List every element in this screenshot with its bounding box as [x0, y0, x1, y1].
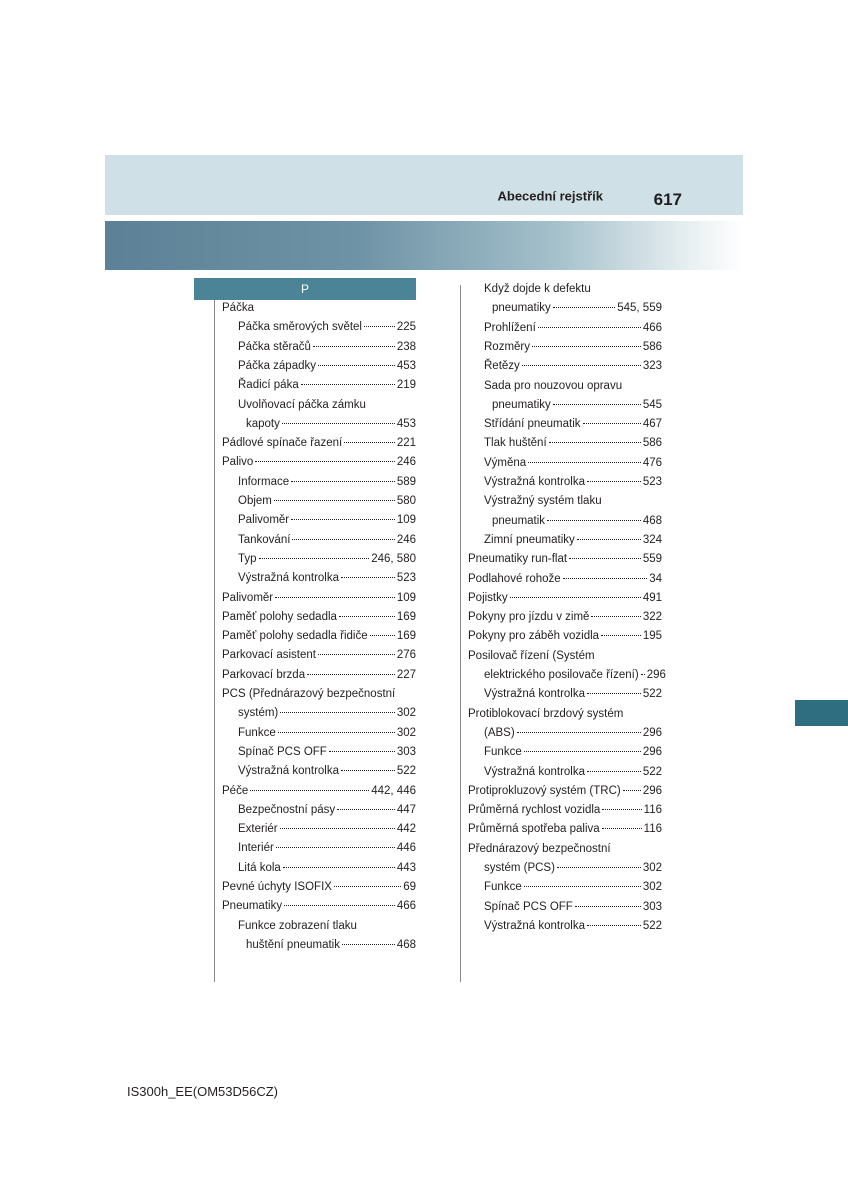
dot-leader	[623, 790, 641, 791]
entry-page-ref: 324	[642, 533, 662, 546]
index-entry	[484, 879, 662, 895]
dot-leader	[602, 809, 641, 810]
index-entry	[222, 686, 416, 702]
dot-leader	[587, 693, 641, 694]
entry-text: Palivoměr	[238, 514, 290, 527]
dot-leader	[591, 616, 640, 617]
entry-text: Parkovací brzda	[222, 668, 306, 681]
index-entry	[468, 802, 662, 818]
index-entry	[246, 416, 416, 432]
entry-page-ref: 276	[396, 649, 416, 662]
entry-text: Protiblokovací brzdový systém	[468, 707, 624, 720]
entry-page-ref: 491	[642, 591, 662, 604]
entry-text: Funkce	[484, 881, 522, 894]
dot-leader	[339, 616, 395, 617]
index-entry	[484, 358, 662, 374]
dot-leader	[341, 577, 395, 578]
dot-leader	[274, 500, 395, 501]
index-entry	[468, 706, 662, 722]
index-entry	[484, 474, 662, 490]
entry-text: Výměna	[484, 456, 527, 469]
index-entry	[238, 840, 416, 856]
entry-page-ref: 442	[396, 823, 416, 836]
dot-leader	[313, 346, 395, 347]
dot-leader	[318, 365, 395, 366]
index-entry	[468, 590, 662, 606]
entry-text: Podlahové rohože	[468, 572, 561, 585]
entry-text: Palivo	[222, 456, 254, 469]
entry-page-ref: 195	[642, 630, 662, 643]
dot-leader	[250, 790, 369, 791]
entry-page-ref: 219	[396, 379, 416, 392]
header-bar	[105, 155, 743, 215]
entry-text: kapoty	[246, 417, 280, 430]
entry-text: Řadicí páka	[238, 379, 299, 392]
dot-leader	[549, 442, 641, 443]
entry-page-ref: 442, 446	[371, 784, 416, 797]
entry-text: Výstražná kontrolka	[484, 919, 585, 932]
dot-leader	[587, 481, 641, 482]
entry-page-ref: 522	[396, 765, 416, 778]
entry-page-ref: 302	[642, 881, 662, 894]
index-entry	[484, 899, 662, 915]
index-entry	[238, 570, 416, 586]
entry-page-ref: 296	[642, 726, 662, 739]
dot-leader	[318, 654, 395, 655]
entry-text: Palivoměr	[222, 591, 274, 604]
dot-leader	[569, 558, 641, 559]
dot-leader	[329, 751, 395, 752]
index-entry	[484, 339, 662, 355]
entry-text: pneumatiky	[492, 398, 551, 411]
index-entry	[222, 300, 416, 316]
entry-text: systém)	[238, 707, 279, 720]
entry-page-ref: 296	[646, 669, 666, 681]
entry-text: Řetězy	[484, 360, 520, 373]
entry-page-ref: 169	[396, 630, 416, 643]
index-column-right	[468, 281, 666, 941]
entry-text: pneumatiky	[492, 302, 551, 315]
entry-text: (ABS)	[484, 726, 515, 739]
entry-text: Péče	[222, 784, 249, 797]
entry-text: Výstražná kontrolka	[238, 765, 339, 778]
index-entry	[238, 725, 416, 741]
entry-text: Páčka	[222, 302, 254, 314]
entry-page-ref: 522	[642, 765, 662, 778]
index-entry	[468, 648, 662, 664]
dot-leader	[522, 365, 641, 366]
entry-page-ref: 303	[396, 745, 416, 758]
dot-leader	[307, 674, 395, 675]
entry-page-ref: 69	[403, 881, 416, 893]
entry-text: Funkce	[238, 726, 276, 739]
dot-leader	[538, 327, 641, 328]
entry-text: Střídání pneumatik	[484, 418, 581, 431]
index-entry	[484, 918, 662, 934]
entry-text: pneumatik	[492, 514, 546, 527]
dot-leader	[278, 732, 395, 733]
entry-text: Výstražná kontrolka	[484, 688, 585, 701]
index-entry	[484, 744, 662, 760]
entry-page-ref: 466	[396, 900, 416, 913]
dot-leader	[282, 423, 395, 424]
entry-text: Výstražná kontrolka	[484, 476, 585, 488]
index-entry	[222, 783, 416, 799]
entry-text: Interiér	[238, 842, 274, 855]
entry-page-ref: 523	[642, 476, 662, 488]
index-entry	[484, 320, 662, 336]
index-entry	[238, 319, 416, 335]
dot-leader	[587, 771, 641, 772]
entry-text: Exteriér	[238, 823, 278, 836]
entry-text: Bezpečnostní pásy	[238, 803, 336, 816]
index-entry	[484, 725, 662, 741]
index-entry	[468, 609, 662, 625]
entry-page-ref: 468	[396, 938, 416, 951]
left-column-divider	[214, 300, 215, 982]
index-entry	[238, 918, 416, 934]
entry-page-ref: 476	[642, 456, 662, 469]
entry-text: Parkovací asistent	[222, 649, 316, 662]
entry-text: Pokyny pro jízdu v zimě	[468, 611, 590, 624]
index-entry	[492, 513, 662, 529]
entry-text: Výstražný systém tlaku	[484, 495, 602, 508]
index-entry	[238, 339, 416, 355]
entry-text: Protiprokluzový systém (TRC)	[468, 784, 621, 797]
entry-page-ref: 589	[396, 475, 416, 488]
dot-leader	[577, 539, 641, 540]
dot-leader	[275, 597, 395, 598]
entry-page-ref: 468	[642, 514, 662, 527]
dot-leader	[547, 520, 641, 521]
entry-text: Pojistky	[468, 591, 508, 604]
entry-page-ref: 302	[396, 726, 416, 739]
entry-text: Prohlížení	[484, 321, 536, 334]
dot-leader	[292, 539, 394, 540]
entry-text: Funkce zobrazení tlaku	[238, 919, 357, 932]
index-entry	[492, 397, 662, 413]
index-entry	[484, 860, 662, 876]
entry-page-ref: 545	[642, 398, 662, 411]
entry-text: systém (PCS)	[484, 862, 555, 874]
entry-text: Páčka stěračů	[238, 340, 311, 353]
index-entry	[222, 647, 416, 663]
index-entry	[238, 397, 416, 413]
entry-page-ref: 302	[642, 862, 662, 874]
entry-text: Pokyny pro záběh vozidla	[468, 630, 600, 643]
index-entry	[468, 551, 662, 567]
header-gradient-band	[105, 221, 743, 270]
entry-page-ref: 246	[396, 456, 416, 469]
entry-text: Tlak huštění	[484, 437, 547, 450]
dot-leader	[334, 886, 401, 887]
dot-leader	[553, 404, 641, 405]
index-entry	[484, 378, 662, 394]
index-entry	[484, 764, 662, 780]
index-entry	[484, 455, 662, 471]
dot-leader	[255, 461, 394, 462]
entry-page-ref: 225	[396, 321, 416, 334]
dot-leader	[553, 307, 615, 308]
entry-text: Rozměry	[484, 340, 531, 353]
index-column-left	[222, 300, 416, 960]
entry-page-ref: 453	[396, 417, 416, 430]
entry-text: Tankování	[238, 533, 291, 546]
section-tab	[795, 700, 848, 726]
index-entry	[468, 628, 662, 644]
section-letter-header: P	[194, 278, 416, 300]
entry-page-ref: 303	[642, 900, 662, 913]
dot-leader	[342, 944, 395, 945]
index-entry	[484, 435, 662, 451]
page-number: 617	[653, 190, 682, 209]
entry-text: Když dojde k defektu	[484, 283, 591, 295]
entry-text: Pevné úchyty ISOFIX	[222, 881, 332, 893]
index-entry	[238, 474, 416, 490]
index-entry	[468, 841, 662, 857]
entry-page-ref: 116	[643, 823, 662, 836]
index-entry	[222, 879, 416, 895]
entry-text: Objem	[238, 495, 272, 507]
entry-page-ref: 467	[642, 418, 662, 431]
entry-page-ref: 559	[642, 553, 662, 566]
index-entry	[238, 705, 416, 721]
index-entry	[222, 628, 416, 644]
entry-text: Typ	[238, 552, 257, 565]
index-entry	[238, 377, 416, 393]
index-entry	[222, 609, 416, 625]
entry-page-ref: 322	[642, 611, 662, 624]
dot-leader	[280, 712, 395, 713]
entry-page-ref: 545, 559	[617, 302, 662, 315]
index-entry	[222, 435, 416, 451]
index-entry	[238, 532, 416, 548]
entry-text: PCS (Přednárazový bezpečnostní	[222, 688, 396, 700]
dot-leader	[587, 925, 641, 926]
entry-page-ref: 296	[642, 784, 662, 797]
index-entry	[484, 416, 662, 432]
index-entry	[222, 898, 416, 914]
dot-leader	[344, 442, 395, 443]
index-entry	[484, 532, 662, 548]
dot-leader	[259, 558, 370, 559]
entry-page-ref: 580	[396, 495, 416, 507]
dot-leader	[337, 809, 395, 810]
entry-page-ref: 296	[642, 746, 662, 759]
index-entry	[484, 686, 662, 702]
footer-model-code: IS300h_EE(OM53D56CZ)	[127, 1084, 279, 1099]
entry-text: Výstražná kontrolka	[484, 765, 585, 778]
index-entry	[492, 300, 662, 316]
dot-leader	[517, 732, 641, 733]
index-entry	[238, 551, 416, 567]
index-entry	[238, 512, 416, 528]
entry-page-ref: 169	[396, 610, 416, 623]
index-entry	[468, 821, 662, 837]
index-entry	[238, 763, 416, 779]
dot-leader	[301, 384, 395, 385]
entry-page-ref: 522	[642, 919, 662, 932]
entry-text: Paměť polohy sedadla	[222, 610, 337, 623]
entry-page-ref: 446	[396, 842, 416, 855]
dot-leader	[280, 828, 395, 829]
index-entry	[222, 590, 416, 606]
entry-page-ref: 586	[642, 437, 662, 450]
entry-page-ref: 34	[649, 572, 662, 585]
dot-leader	[510, 597, 641, 598]
entry-page-ref: 116	[643, 804, 662, 817]
entry-page-ref: 302	[396, 707, 416, 720]
entry-page-ref: 522	[642, 688, 662, 701]
index-entry	[468, 783, 662, 799]
dot-leader	[563, 578, 647, 579]
entry-text: Průměrná spotřeba paliva	[468, 823, 600, 836]
dot-leader	[601, 635, 641, 636]
entry-page-ref: 523	[396, 572, 416, 585]
entry-page-ref: 447	[396, 803, 416, 816]
dot-leader	[583, 423, 641, 424]
index-entry	[238, 744, 416, 760]
dot-leader	[575, 906, 641, 907]
dot-leader	[557, 867, 641, 868]
entry-page-ref: 246, 580	[371, 552, 416, 565]
index-entry	[238, 358, 416, 374]
index-entry	[246, 937, 416, 953]
dot-leader	[276, 847, 395, 848]
index-entry	[484, 281, 662, 297]
entry-page-ref: 227	[396, 668, 416, 681]
dot-leader	[641, 674, 645, 675]
index-entry	[222, 454, 416, 470]
dot-leader	[370, 635, 395, 636]
entry-page-ref: 221	[396, 437, 416, 450]
dot-leader	[291, 481, 395, 482]
dot-leader	[341, 770, 395, 771]
entry-text: Sada pro nouzovou opravu	[484, 379, 623, 392]
dot-leader	[283, 867, 395, 868]
entry-text: Posilovač řízení (Systém	[468, 649, 595, 662]
entry-text: elektrického posilovače řízení)	[484, 669, 639, 681]
right-column-divider	[460, 285, 461, 982]
entry-text: Informace	[238, 475, 290, 488]
entry-page-ref: 238	[396, 340, 416, 353]
entry-page-ref: 246	[396, 533, 416, 546]
entry-page-ref: 443	[396, 861, 416, 874]
entry-text: Průměrná rychlost vozidla	[468, 804, 601, 817]
entry-page-ref: 109	[396, 514, 416, 527]
index-entry	[484, 493, 662, 509]
index-entry	[238, 493, 416, 509]
entry-text: Paměť polohy sedadla řidiče	[222, 630, 368, 643]
entry-text: Přednárazový bezpečnostní	[468, 842, 611, 855]
dot-leader	[524, 886, 641, 887]
dot-leader	[364, 326, 395, 327]
index-entry	[238, 860, 416, 876]
index-entry	[238, 802, 416, 818]
dot-leader	[602, 828, 642, 829]
entry-page-ref: 453	[396, 359, 416, 372]
entry-page-ref: 323	[642, 360, 662, 373]
dot-leader	[291, 519, 395, 520]
entry-text: Uvolňovací páčka zámku	[238, 398, 366, 411]
entry-text: Litá kola	[238, 861, 281, 874]
dot-leader	[284, 905, 395, 906]
entry-text: Funkce	[484, 746, 522, 759]
entry-text: Páčka západky	[238, 359, 316, 372]
index-entry	[238, 821, 416, 837]
entry-text: Pádlové spínače řazení	[222, 437, 343, 450]
entry-text: Spínač PCS OFF	[238, 745, 327, 758]
entry-page-ref: 466	[642, 321, 662, 334]
index-entry	[222, 667, 416, 683]
entry-text: Spínač PCS OFF	[484, 900, 573, 913]
dot-leader	[524, 751, 641, 752]
dot-leader	[528, 462, 641, 463]
header-title: Abecední rejstřík	[497, 188, 603, 204]
entry-text: huštění pneumatik	[246, 938, 340, 951]
entry-text: Páčka směrových světel	[238, 321, 362, 334]
entry-text: Zimní pneumatiky	[484, 533, 575, 546]
entry-text: Pneumatiky run-flat	[468, 553, 568, 566]
entry-text: Pneumatiky	[222, 900, 283, 913]
entry-text: Výstražná kontrolka	[238, 572, 339, 585]
entry-page-ref: 109	[396, 591, 416, 604]
dot-leader	[532, 346, 641, 347]
index-entry	[468, 571, 662, 587]
entry-page-ref: 586	[642, 340, 662, 353]
index-entry	[484, 667, 666, 683]
